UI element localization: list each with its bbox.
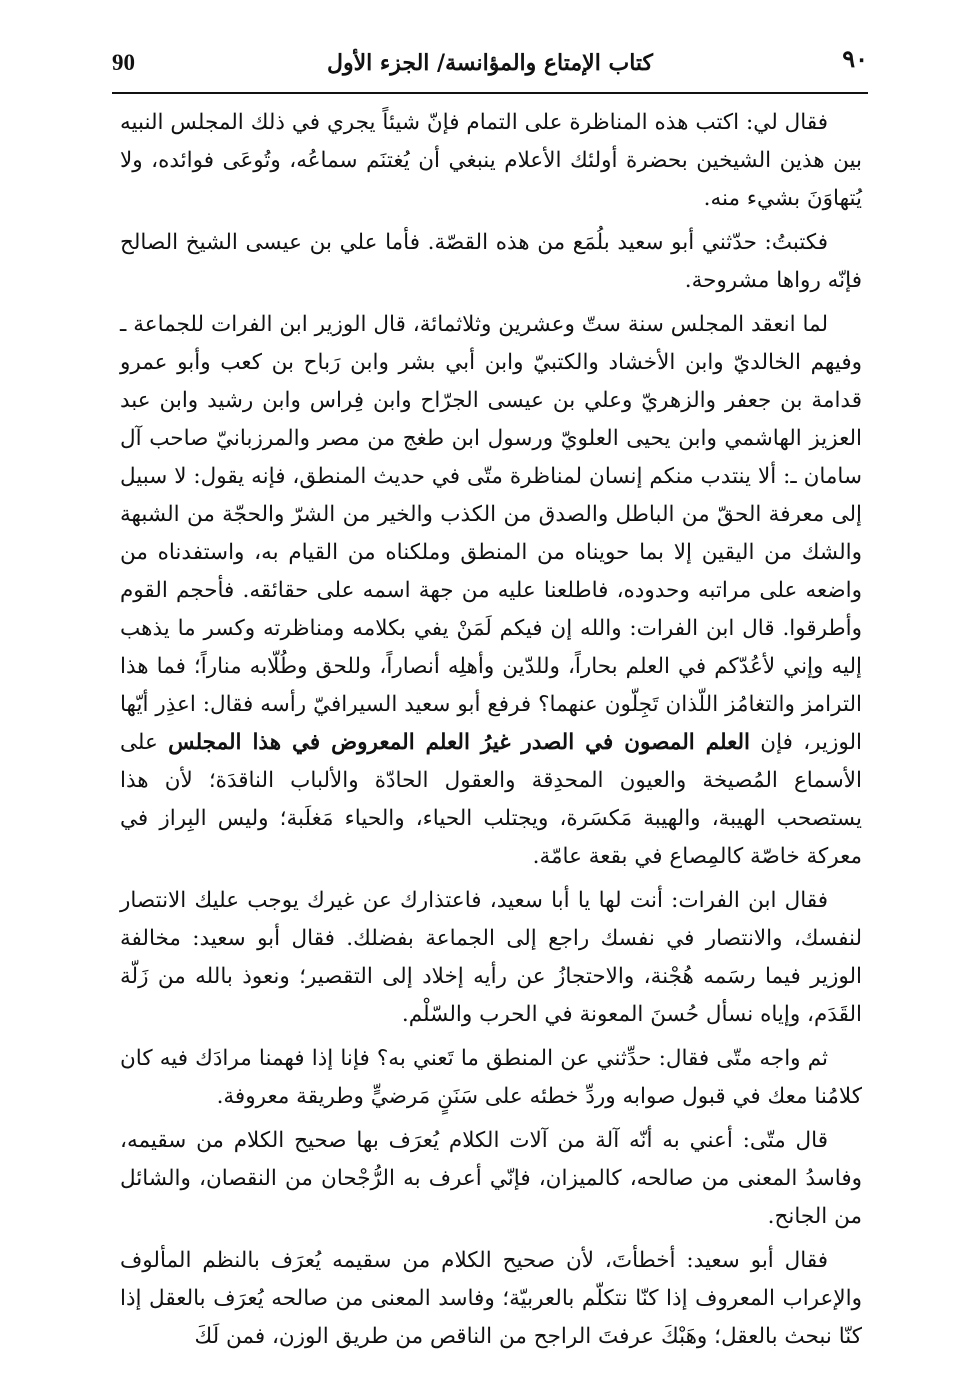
header-rule: [112, 92, 868, 94]
paragraph-3-part-2: على الأسماع المُصيخة والعيون المحدِقة والعقول الحادّة والألباب الناقدَة؛ لأن هذا يستصحب الهيبة، والهيبة مَكسَرة، ويجتلب الحياء، والحياء مَغلَبة؛ وليس البِراز في معركة خاصّة كالمِصاع في بقعة عامّة.: [120, 730, 862, 869]
running-header: [112, 44, 868, 84]
paragraph-3-part-1: لما انعقد المجلس سنة ستّ وعشرين وثلاثمائة، قال الوزير ابن الفرات للجماعة ـ وفيهم الخالديّ وابن الأخشاد والكتبيّ وابن أبي بشر وابن رَباح بن كعب وأبو عمرو قدامة بن جعفر والزهريّ وعلي بن عيسى الجرّاح وابن فِراس وابن رشيد وابن عبد العزيز الهاشمي وابن يحيى العلويّ ورسول ابن طغج من مصر والمرزبانيّ صاحب آل سامان ـ: ألا ينتدب منكم إنسان لمناظرة متّى في حديث المنطق، فإنه يقول: لا سبيل إلى معرفة الحقّ من الباطل والصدق من الكذب والخير من الشرّ والحجّة من الشبهة والشك من اليقين إلا بما حويناه من المنطق وملكناه من القيام به، واستفدناه من واضعه على مراتبه وحدوده، فاطلعنا عليه من جهة اسمه على حقائقه. فأحجم القوم وأطرقوا. قال ابن الفرات: والله إن فيكم لَمَنْ يفي بكلامه ومناظرته وكسر ما يذهب إليه وإني لأعُدّكم في العلم بحاراً، وللدّين وأهلِه أنصاراً، وللحق وطُلّابه مناراً؛ فما هذا الترامز والتغامُز اللّذان تَجِلّون عنهما؟ فرفع أبو سعيد السيرافيّ رأسه فقال: اعذِر أيّها الوزير، فإن: [120, 312, 863, 755]
page-body: [120, 104, 862, 1356]
paragraph-7: فقال أبو سعيد: أخطأتَ، لأن صحيح الكلام من سقيمه يُعرَف بالنظم المألوف والإعراب المعروف إذا كنّا نتكلّم بالعربيّة؛ وفاسد المعنى من صالحه يُعرَف بالعقل إذا كنّا نبحث بالعقل؛ وهَبْكَ عرفتَ الراجح من الناقص من طريق الوزن، فمن لَكَ: [120, 1248, 862, 1349]
paragraph-3: [120, 306, 862, 876]
book-title: كتاب الإمتاع والمؤانسة/ الجزء الأول: [326, 50, 654, 76]
page-number-latin: 90: [112, 50, 135, 75]
paragraph-3-bold-phrase: العلم المصون في الصدر غيرُ العلم المعروض في هذا المجلس: [168, 730, 751, 755]
paragraph-5: ثم واجه متّى فقال: حدِّثني عن المنطق ما تَعني به؟ فإنا إذا فهمنا مرادَك فيه كان كلامُنا معك في قبول صوابه وردِّ خطئه على سَنَنٍ مَرضيٍّ وطريقة معروفة.: [120, 1046, 862, 1109]
paragraph-1: فقال لي: اكتب هذه المناظرة على التمام فإنّ شيئاً يجري في ذلك المجلس النبيه بين هذين الشيخين بحضرة أولئك الأعلام ينبغي أن يُغتنَم سماعُه، وتُوعَى فوائده، ولا يُتهاوَنَ بشيء منه.: [120, 110, 862, 211]
paragraph-4: فقال ابن الفرات: أنت لها يا أبا سعيد، فاعتذارك عن غيرك يوجب عليك الانتصار لنفسك، والانتصار في نفسك راجع إلى الجماعة بفضلك. فقال أبو سعيد: مخالفة الوزير فيما رسَمه هُجْنة، والاحتجازُ عن رأيه إخلاد إلى التقصير؛ ونعوذ بالله من زَلّة القَدَم، وإياه نسأل حُسنَ المعونة في الحرب والسّلْم.: [120, 888, 862, 1027]
paragraph-6: قال متّى: أعني به أنّه آلة من آلات الكلام يُعرَف بها صحيح الكلام من سقيمه، وفاسدُ المعنى من صالحه، كالميزان، فإنّي أعرف به الرُّجْحان من النقصان، والشائل من الجانح.: [120, 1128, 862, 1229]
page-number-arabic: ٩٠: [842, 44, 868, 73]
paragraph-2: فكتبتُ: حدّثني أبو سعيد بلُمَع من هذه القصّة. فأما علي بن عيسى الشيخ الصالح فإنّه رواها مشروحة.: [120, 230, 862, 293]
